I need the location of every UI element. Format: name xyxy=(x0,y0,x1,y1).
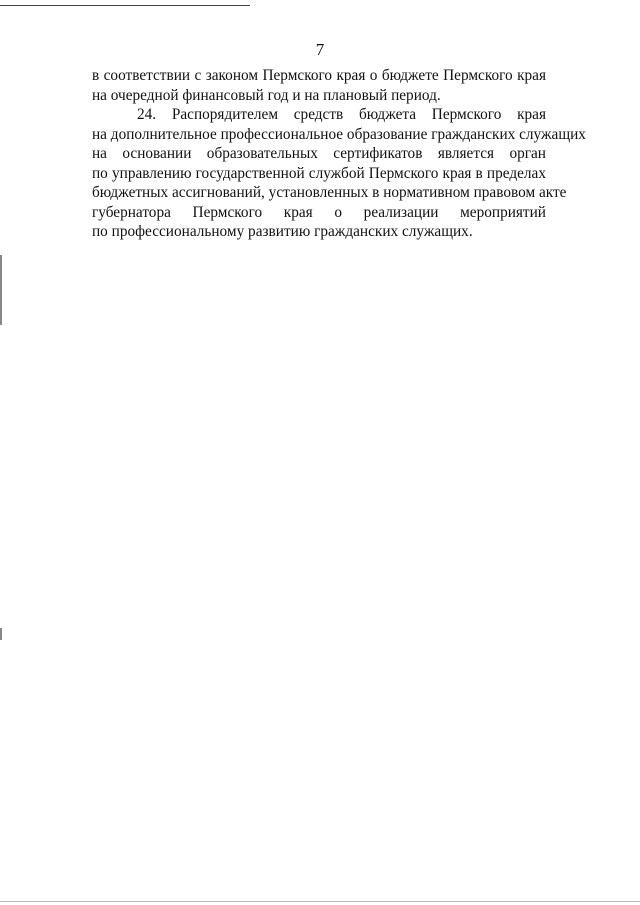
paragraph-24 xyxy=(92,105,586,242)
text-line: по управлению государственной службой Пермского края в пределах xyxy=(92,164,546,182)
text-line: на очередной финансовый год и на плановый период. xyxy=(92,86,441,104)
text-line: 24. Распорядителем средств бюджета Пермского края xyxy=(137,106,546,123)
scan-edge-top xyxy=(0,5,250,6)
text-line: на дополнительное профессиональное образование гражданских служащих xyxy=(92,125,586,143)
paragraph-continuation xyxy=(92,66,546,105)
document-body xyxy=(92,66,586,242)
text-line: губернатора Пермского края о реализации мероприятий xyxy=(92,203,546,221)
page-number: 7 xyxy=(315,40,325,59)
scan-margin-mark xyxy=(0,255,2,325)
text-line: в соответствии с законом Пермского края о бюджете Пермского края xyxy=(92,67,546,84)
scan-edge-bottom xyxy=(0,901,640,902)
text-line: бюджетных ассигнований, установленных в нормативном правовом акте xyxy=(92,184,567,201)
scan-margin-mark xyxy=(0,628,2,640)
text-line: на основании образовательных сертификатов является орган xyxy=(92,145,546,162)
text-line: по профессиональному развитию гражданских служащих. xyxy=(92,223,473,240)
